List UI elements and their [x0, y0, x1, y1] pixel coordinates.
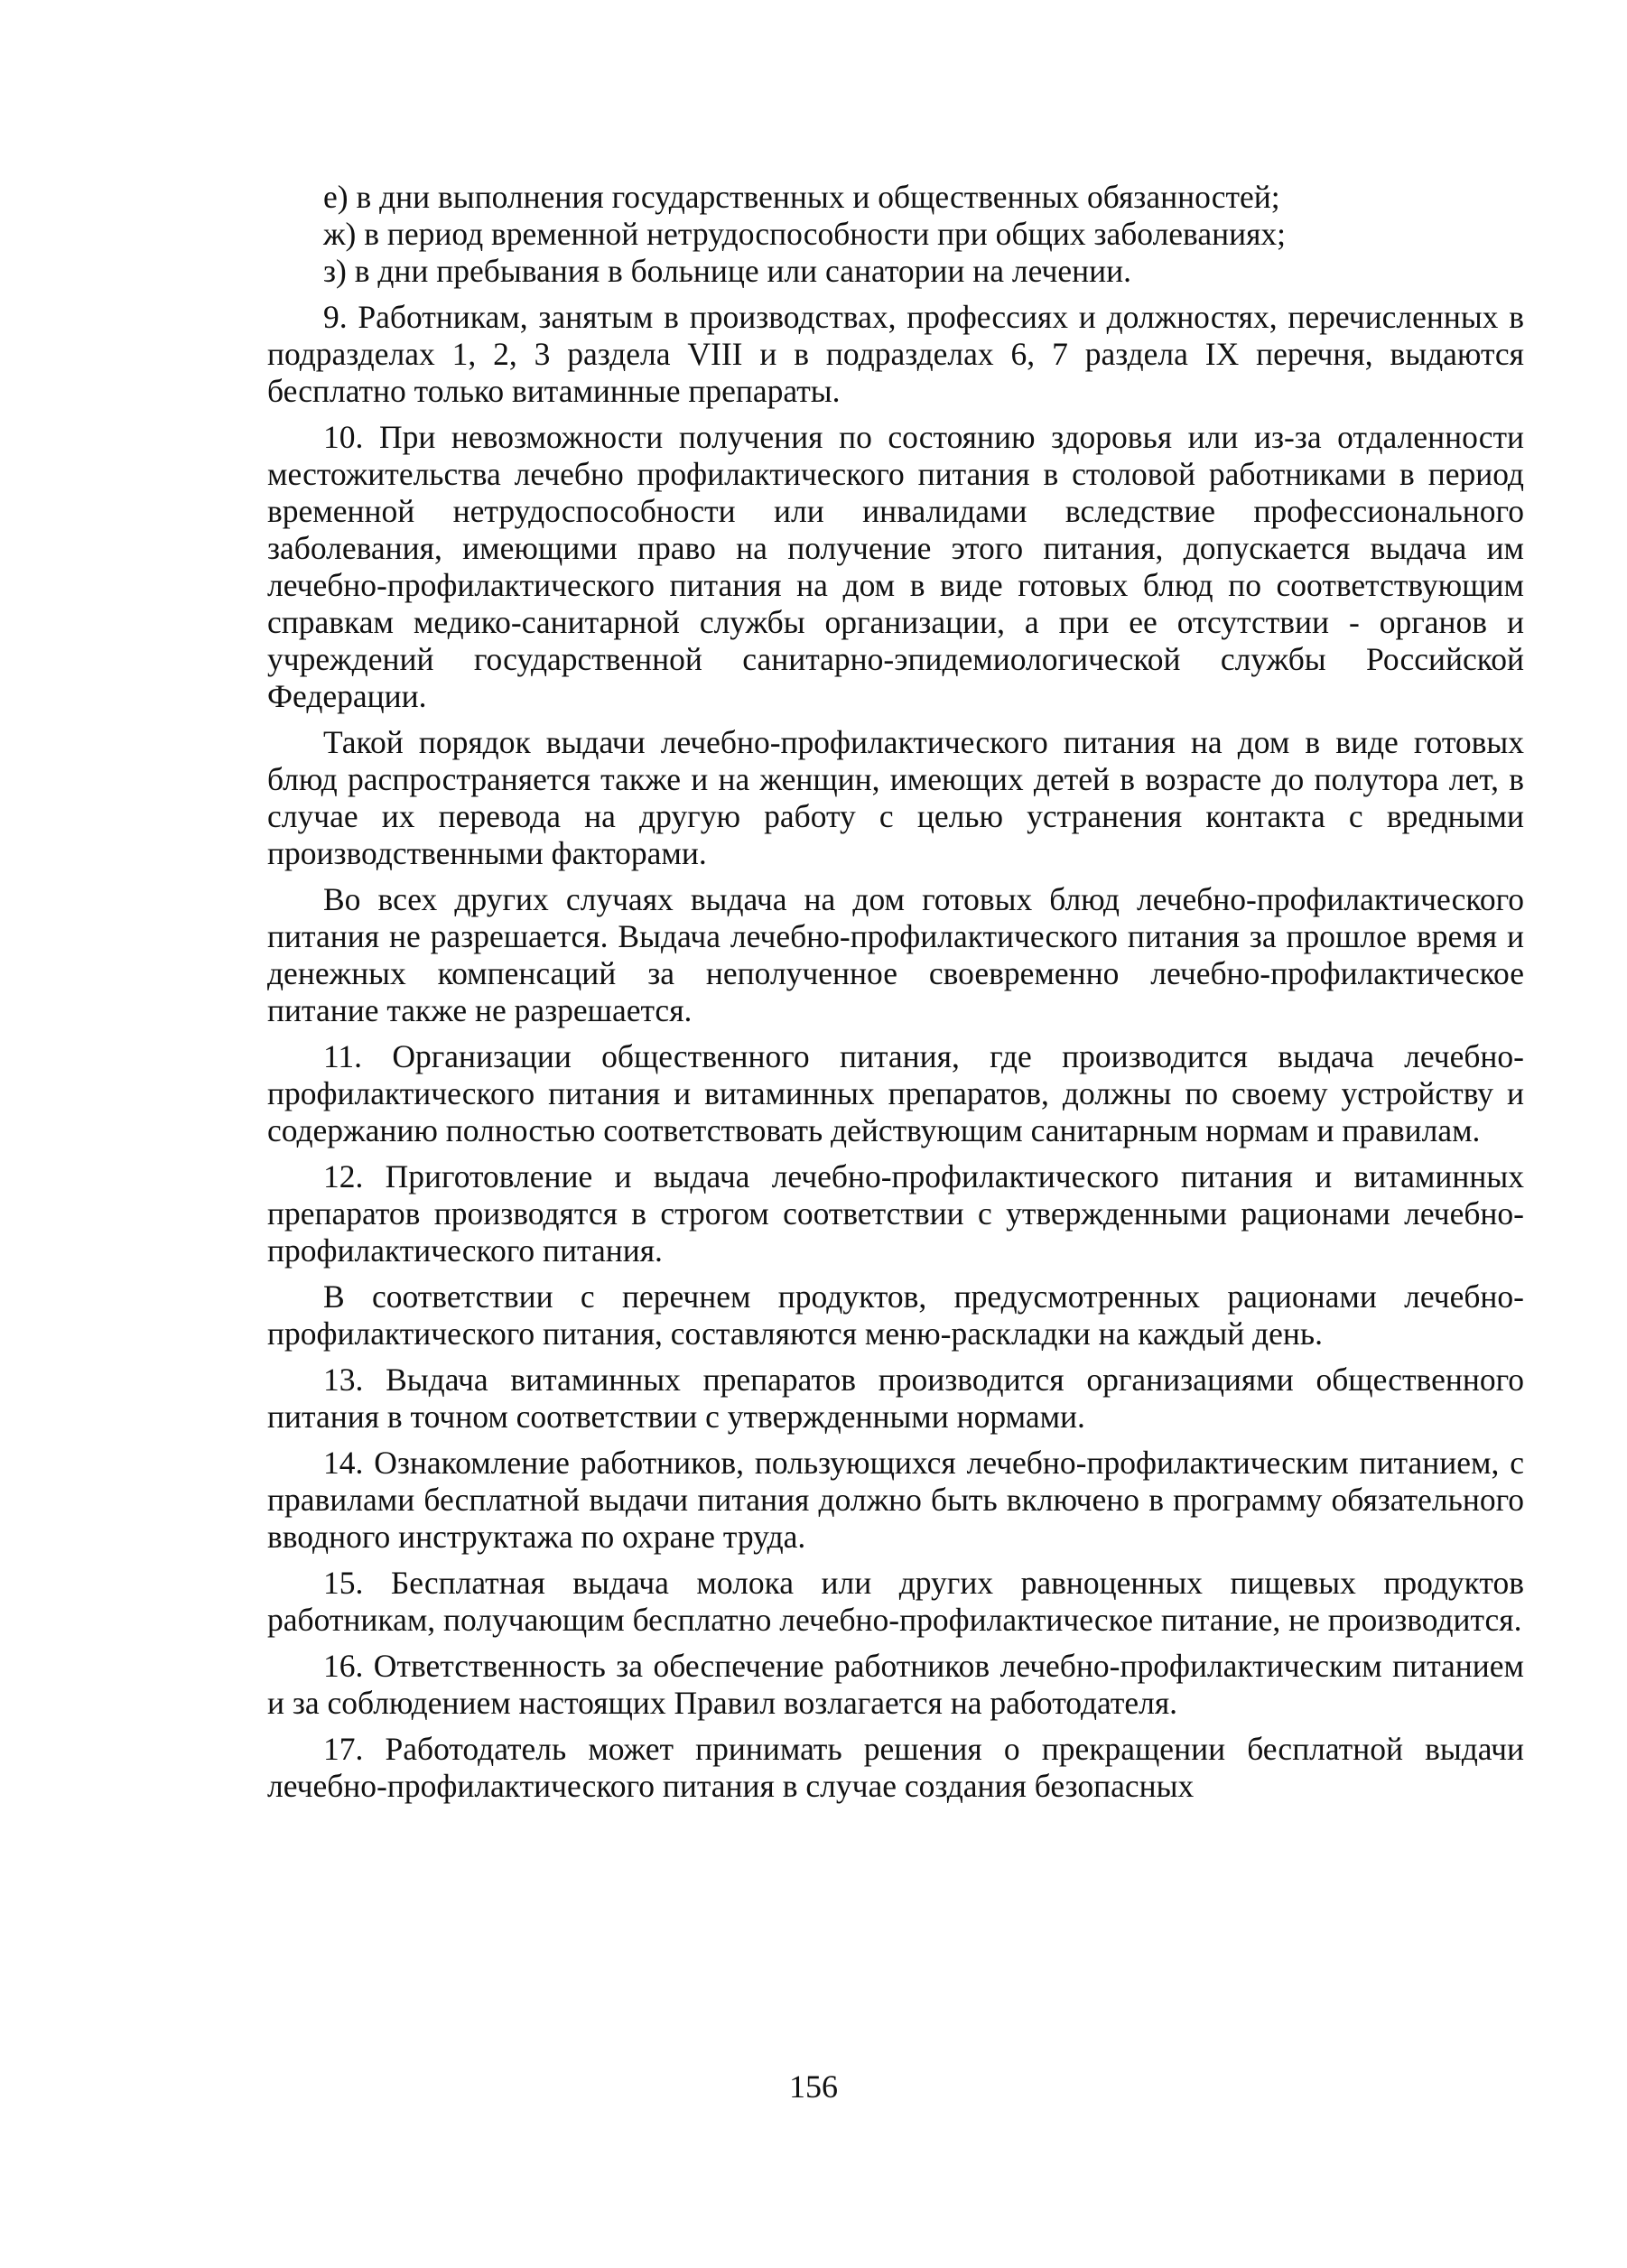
- paragraph-14: 14. Ознакомление работников, пользующихся лечебно-профилактическим питанием, с правилами бесплатной выдачи питания должно быть включено в программу обязательного вводного инструктажа по охране труда.: [267, 1445, 1524, 1555]
- list-item: е) в дни выполнения государственных и общественных обязанностей;: [323, 179, 1280, 215]
- list-item: з) в дни пребывания в больнице или санатории на лечении.: [323, 253, 1131, 289]
- paragraph-10: 10. При невозможности получения по состоянию здоровья или из-за отдаленности местожительства лечебно профилактического питания в столовой работниками в период временной нетрудоспособности или инвалидами вследствие профессионального заболевания, имеющими право на получение этого питания, допускается выдача им лечебно-профилактического питания на дом в виде готовых блюд по соответствующим справкам медико-санитарной службы организации, а при ее отсутствии - органов и учреждений государственной санитарно-эпидемиологической службы Российской Федерации.: [267, 419, 1524, 714]
- paragraph-17: 17. Работодатель может принимать решения о прекращении бесплатной выдачи лечебно-профилактического питания в случае создания безопасных: [267, 1731, 1524, 1804]
- paragraph-15: 15. Бесплатная выдача молока или других равноценных пищевых продуктов работникам, получающим бесплатно лечебно-профилактическое питание, не производится.: [267, 1565, 1524, 1638]
- paragraph-9: 9. Работникам, занятым в производствах, профессиях и должностях, перечисленных в подразделах 1, 2, 3 раздела VIII и в подразделах 6, 7 раздела IX перечня, выдаются бесплатно только витаминные препараты.: [267, 299, 1524, 409]
- list-block: [267, 179, 1524, 290]
- paragraph-12: 12. Приготовление и выдача лечебно-профилактического питания и витаминных препаратов производятся в строгом соответствии с утвержденными рационами лечебно-профилактического питания.: [267, 1158, 1524, 1269]
- paragraph: Такой порядок выдачи лечебно-профилактического питания на дом в виде готовых блюд распространяется также и на женщин, имеющих детей в возрасте до полутора лет, в случае их перевода на другую работу с целью устранения контакта с вредными производственными факторами.: [267, 724, 1524, 871]
- paragraph-11: 11. Организации общественного питания, где производится выдача лечебно-профилактического питания и витаминных препаратов, должны по своему устройству и содержанию полностью соответствовать действующим санитарным нормам и правилам.: [267, 1038, 1524, 1148]
- page-number: 156: [789, 2068, 838, 2105]
- paragraph: В соответствии с перечнем продуктов, предусмотренных рационами лечебно-профилактического питания, составляются меню-раскладки на каждый день.: [267, 1278, 1524, 1352]
- list-item: ж) в период временной нетрудоспособности при общих заболеваниях;: [323, 216, 1287, 252]
- paragraph: Во всех других случаях выдача на дом готовых блюд лечебно-профилактического питания не разрешается. Выдача лечебно-профилактического питания за прошлое время и денежных компенсаций за неполученное своевременно лечебно-профилактическое питание также не разрешается.: [267, 881, 1524, 1028]
- paragraph-16: 16. Ответственность за обеспечение работников лечебно-профилактическим питанием и за соблюдением настоящих Правил возлагается на работодателя.: [267, 1648, 1524, 1721]
- paragraph-13: 13. Выдача витаминных препаратов производится организациями общественного питания в точном соответствии с утвержденными нормами.: [267, 1362, 1524, 1435]
- document-page: [267, 179, 1524, 1814]
